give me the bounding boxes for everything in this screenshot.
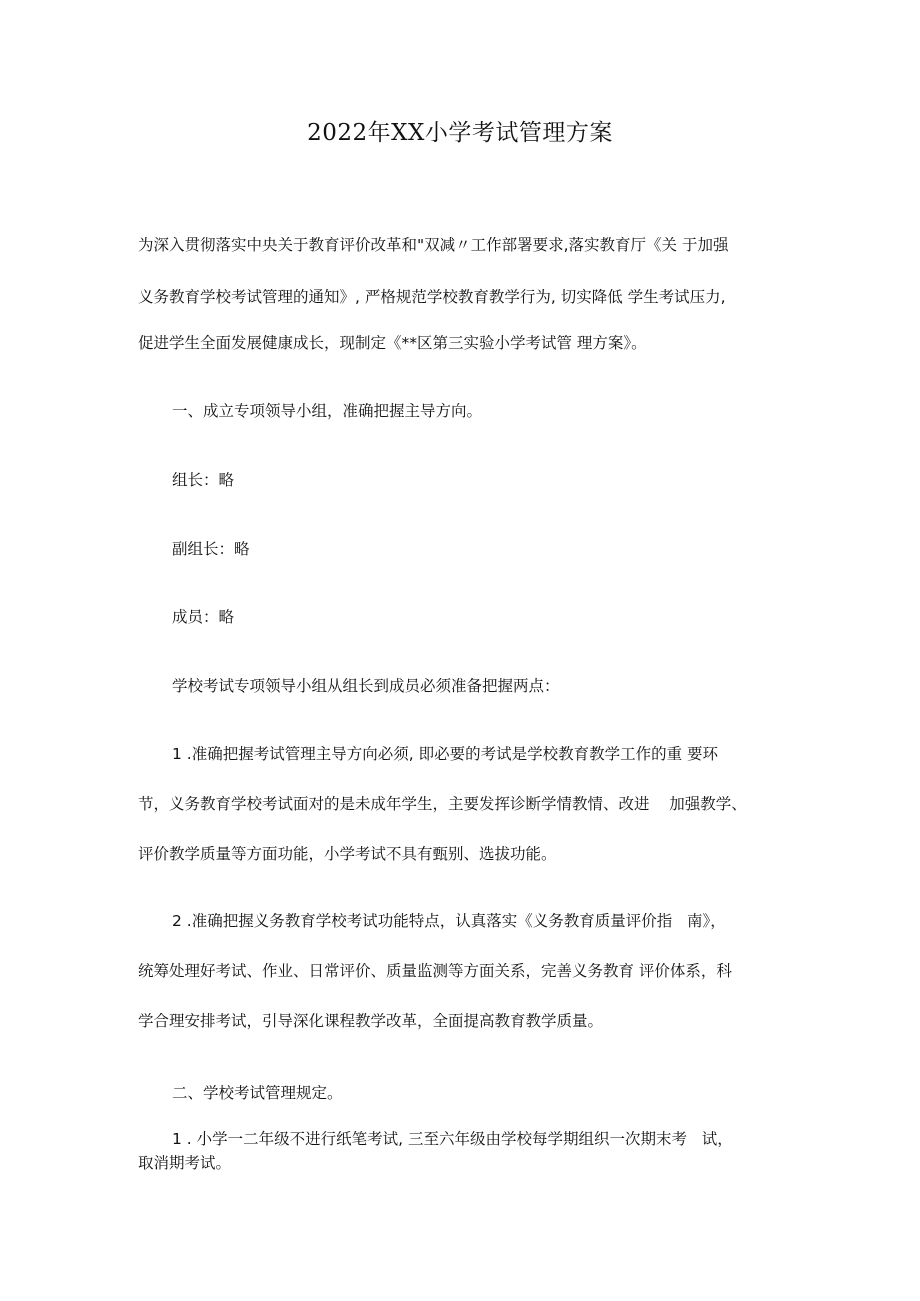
lead-in-line: 学校考试专项领导小组从组长到成员必须准备把握两点： [172,677,560,695]
point1-line-2: 节，义务教育学校考试面对的是未成年学生，主要发挥诊断学情教情、改进 加强教学、 [138,795,747,813]
section1-heading: 一、成立专项领导小组，准确把握主导方向。 [172,402,483,420]
intro-line-3: 促进学生全面发展健康成长，现制定《**区第三实验小学考试管 理方案》。 [138,334,647,352]
intro-line-1: 为深入贯彻落实中央关于教育评价改革和"双减〃工作部署要求,落实教育厅《关 于加强 [138,236,729,254]
vice-leader-line: 副组长：略 [172,540,250,558]
section2-heading: 二、学校考试管理规定。 [172,1084,343,1102]
point2-line-1: 2 .准确把握义务教育学校考试功能特点，认真落实《义务教育质量评价指 南》， [172,912,726,930]
rule1-line-2: 取消期考试。 [138,1154,232,1172]
leader-line: 组长：略 [172,471,235,489]
point1-line-1: 1 .准确把握考试管理主导方向必须, 即必要的考试是学校教育教学工作的重 要环 [172,745,718,763]
intro-line-2: 义务教育学校考试管理的通知》, 严格规范学校教育教学行为, 切实降低 学生考试压力, [138,288,726,306]
point2-line-2: 统筹处理好考试、作业、日常评价、质量监测等方面关系，完善义务教育 评价体系，科 [138,962,732,980]
point1-line-3: 评价教学质量等方面功能，小学考试不具有甄别、选拔功能。 [138,845,557,863]
members-line: 成员：略 [172,608,235,626]
rule1-line-1: 1 . 小学一二年级不进行纸笔考试, 三至六年级由学校每学期组织一次期末考 试， [172,1130,733,1148]
point2-line-3: 学合理安排考试，引导深化课程教学改革，全面提高教育教学质量。 [138,1012,604,1030]
document-title: 2022年XX小学考试管理方案 [307,120,613,146]
